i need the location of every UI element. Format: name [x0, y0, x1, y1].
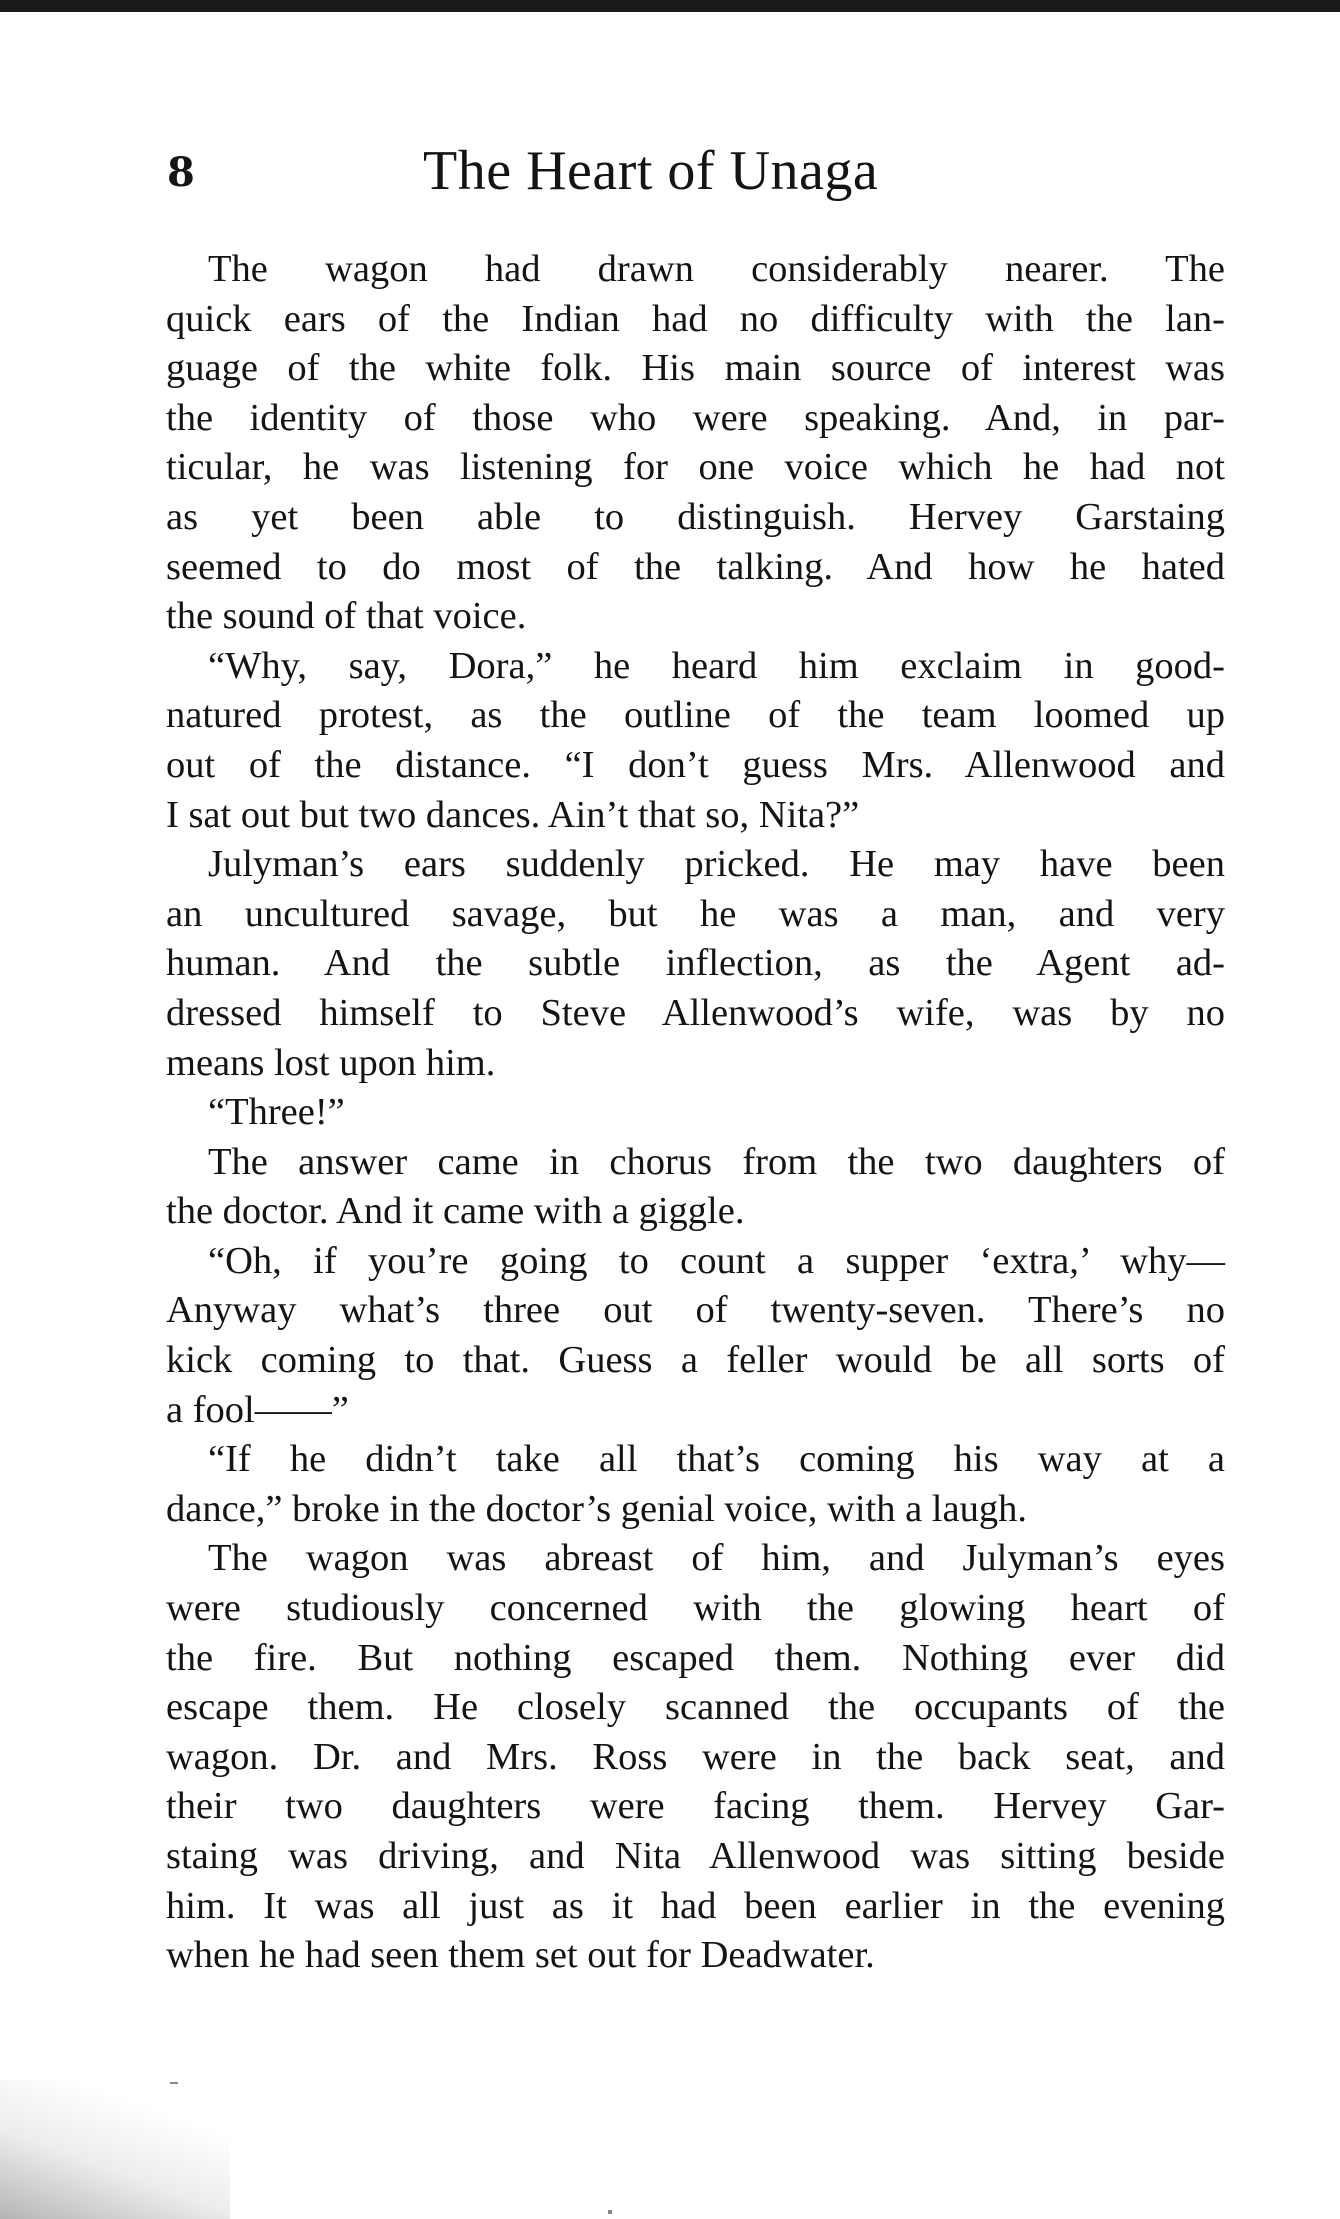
- scan-speck: [608, 2210, 612, 2214]
- scan-top-border: [0, 0, 1340, 12]
- text-line: a fool——”: [166, 1388, 349, 1431]
- body-text: [166, 245, 1225, 1981]
- paragraph: [166, 245, 1225, 642]
- text-line: dressed himself to Steve Allenwood’s wife, was by no: [166, 991, 1225, 1034]
- text-line: ticular, he was listening for one voice which he had not: [166, 446, 1225, 489]
- text-line: kick coming to that. Guess a feller would be all sorts of: [166, 1339, 1225, 1382]
- text-line: I sat out but two dances. Ain’t that so, Nita?”: [166, 793, 860, 836]
- text-line: an uncultured savage, but he was a man, and very: [166, 892, 1225, 935]
- text-line: the sound of that voice.: [166, 595, 527, 638]
- text-line: quick ears of the Indian had no difficulty with the lan-: [166, 297, 1225, 340]
- text-line: wagon. Dr. and Mrs. Ross were in the back seat, and: [166, 1735, 1225, 1778]
- text-line: The answer came in chorus from the two daughters of: [208, 1140, 1225, 1183]
- text-line: “Why, say, Dora,” he heard him exclaim in good-: [208, 644, 1225, 687]
- paragraph: [166, 840, 1225, 1088]
- text-line: Anyway what’s three out of twenty-seven. There’s no: [166, 1289, 1225, 1332]
- text-line: out of the distance. “I don’t guess Mrs. Allenwood and: [166, 743, 1225, 786]
- text-line: staing was driving, and Nita Allenwood was sitting beside: [166, 1835, 1225, 1877]
- paragraph: [166, 642, 1225, 840]
- scan-edge-noise: [0, 2080, 230, 2219]
- text-line: him. It was all just as it had been earlier in the evening: [166, 1884, 1225, 1927]
- running-head-title: The Heart of Unaga: [423, 140, 879, 202]
- text-line: their two daughters were facing them. Hervey Gar-: [166, 1785, 1225, 1828]
- text-line: “If he didn’t take all that’s coming his way at a: [208, 1438, 1225, 1481]
- text-line: human. And the subtle inflection, as the Agent ad-: [166, 942, 1225, 985]
- text-line: were studiously concerned with the glowing heart of: [166, 1587, 1225, 1630]
- text-line: the identity of those who were speaking. And, in par-: [166, 396, 1225, 439]
- text-line: dance,” broke in the doctor’s genial voice, with a laugh.: [166, 1487, 1027, 1530]
- text-line: The wagon had drawn considerably nearer. The: [208, 248, 1225, 290]
- text-line: Julyman’s ears suddenly pricked. He may have been: [208, 843, 1225, 886]
- text-line: seemed to do most of the talking. And how he hated: [166, 545, 1225, 588]
- text-line: as yet been able to distinguish. Hervey Garstaing: [166, 495, 1225, 538]
- text-line: means lost upon him.: [166, 1041, 496, 1084]
- page-header: [167, 138, 1225, 208]
- paragraph: [166, 1088, 1225, 1138]
- paragraph: [166, 1237, 1225, 1435]
- text-line: the doctor. And it came with a giggle.: [166, 1190, 745, 1233]
- text-line: escape them. He closely scanned the occupants of the: [166, 1686, 1225, 1729]
- text-line: “Oh, if you’re going to count a supper ‘extra,’ why—: [208, 1239, 1225, 1282]
- text-line: “Three!”: [208, 1091, 345, 1134]
- text-line: The wagon was abreast of him, and Julyman’s eyes: [208, 1537, 1225, 1580]
- paragraph: [166, 1435, 1225, 1534]
- text-line: the fire. But nothing escaped them. Nothing ever did: [166, 1636, 1225, 1679]
- text-line: natured protest, as the outline of the team loomed up: [166, 694, 1225, 737]
- paragraph: [166, 1534, 1225, 1980]
- text-line: guage of the white folk. His main source of interest was: [166, 347, 1225, 390]
- text-line: when he had seen them set out for Deadwater.: [166, 1934, 875, 1977]
- page-number: 8: [167, 149, 195, 196]
- paragraph: [166, 1138, 1225, 1237]
